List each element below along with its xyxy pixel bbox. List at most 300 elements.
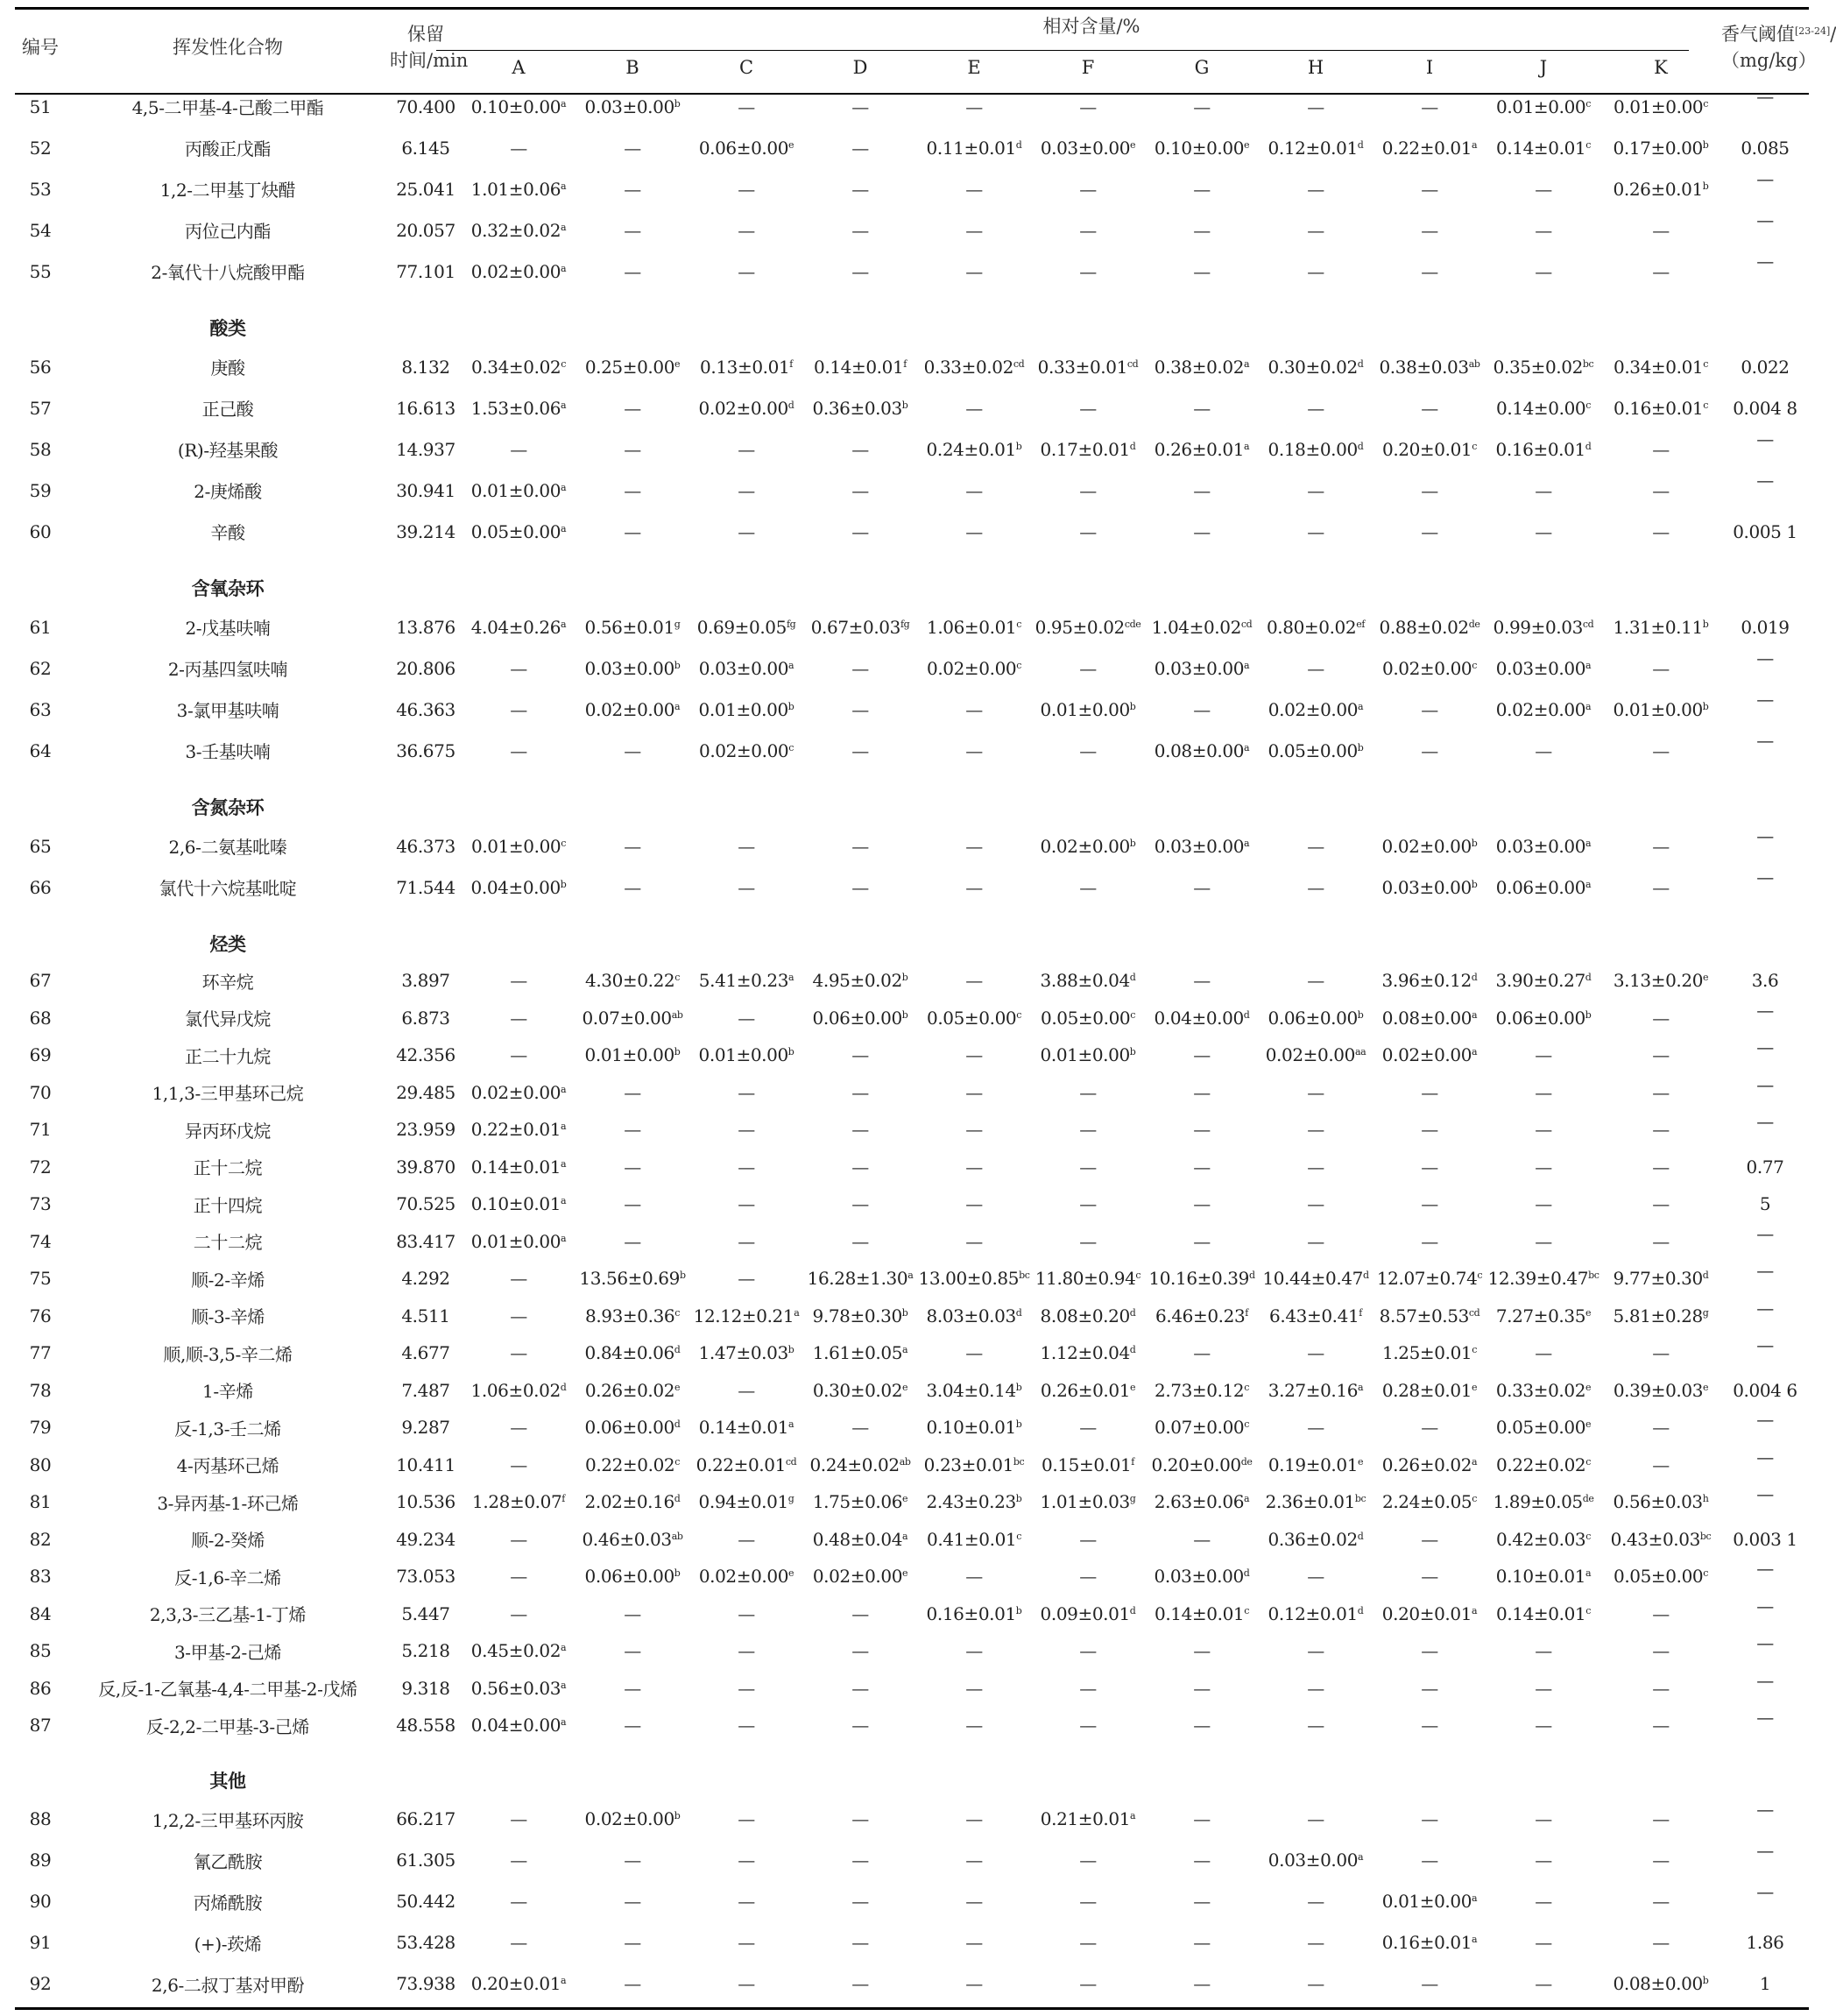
retention-time: 29.485 xyxy=(396,1081,455,1103)
cell-sample-k xyxy=(1600,1260,1721,1298)
significance-letter: ab xyxy=(1468,357,1480,370)
significance-letter: e xyxy=(788,138,794,151)
cell-value: — xyxy=(1193,1808,1211,1829)
cell-sample-e xyxy=(917,1521,1031,1559)
significance-letter: c xyxy=(1244,1381,1249,1393)
category-spacer xyxy=(1486,1744,1600,1799)
cell-value: 7.27±0.35 xyxy=(1495,1305,1586,1326)
cell-value: 0.14±0.01 xyxy=(1496,137,1586,159)
cell-value: 0.14±0.01 xyxy=(698,1417,789,1439)
cell-sample-j xyxy=(1486,1409,1600,1447)
retention-time: 61.305 xyxy=(396,1850,455,1871)
cell-sample-i xyxy=(1373,647,1486,689)
aroma-threshold: 0.005 1 xyxy=(1733,520,1797,542)
cell-sample-b xyxy=(576,1881,689,1922)
cell-value: — xyxy=(965,1808,983,1829)
cell-value: 0.02±0.00 xyxy=(698,1566,789,1588)
compound-name: 1-辛烯 xyxy=(202,1381,253,1403)
cell-value: — xyxy=(738,876,755,898)
cell-sample-b xyxy=(576,1111,689,1149)
cell-value: — xyxy=(510,1417,527,1439)
cell-sample-h xyxy=(1259,209,1373,251)
cell-sample-g xyxy=(1145,209,1259,251)
cell-value: — xyxy=(510,1342,527,1364)
cell-sample-b xyxy=(576,251,689,292)
cell-sample-k xyxy=(1600,346,1721,387)
cell-sample-i xyxy=(1373,1595,1486,1633)
cell-value: — xyxy=(965,219,983,241)
cell-sample-j xyxy=(1486,1521,1600,1559)
cell-sample-h xyxy=(1259,1840,1373,1881)
cell-sample-e xyxy=(917,1298,1031,1335)
cell-value: — xyxy=(624,1715,641,1737)
significance-letter: b xyxy=(787,700,794,712)
cell-value: 0.03±0.00 xyxy=(1154,835,1245,857)
cell-sample-a xyxy=(462,470,576,511)
significance-letter: d xyxy=(1362,1270,1369,1282)
cell-sample-i xyxy=(1373,387,1486,428)
cell-sample-b xyxy=(576,428,689,470)
retention-time: 3.897 xyxy=(401,970,450,992)
cell-value: — xyxy=(1079,1973,1097,1994)
cell-sample-k xyxy=(1600,1372,1721,1410)
aroma-threshold: — xyxy=(1756,1558,1774,1579)
cell-value: — xyxy=(1193,397,1211,419)
cell-value: — xyxy=(1652,657,1670,679)
cell-sample-c xyxy=(689,1963,803,2005)
cell-value: 0.03±0.00 xyxy=(1495,835,1586,857)
cell-sample-f xyxy=(1031,1632,1145,1670)
significance-letter: a xyxy=(1358,700,1364,712)
significance-letter: ab xyxy=(671,1530,683,1542)
cell-sample-g xyxy=(1145,1149,1259,1186)
category-spacer xyxy=(1145,771,1259,825)
cell-sample-a xyxy=(462,606,576,647)
category-spacer xyxy=(462,292,576,346)
row-number: 52 xyxy=(29,137,52,159)
cell-value: 0.05±0.00 xyxy=(927,1007,1017,1029)
significance-letter: d xyxy=(674,1344,681,1356)
row-number: 91 xyxy=(29,1932,52,1953)
cell-value: — xyxy=(1535,1156,1552,1178)
cell-value: — xyxy=(851,1602,869,1624)
cell-value: — xyxy=(1421,260,1438,282)
retention-time: 14.937 xyxy=(396,438,455,460)
cell-value: — xyxy=(1652,260,1670,282)
row-number: 76 xyxy=(29,1305,52,1326)
significance-letter: c xyxy=(1472,1344,1477,1356)
category-row xyxy=(15,1744,1809,1799)
cell-sample-h xyxy=(1259,606,1373,647)
significance-letter: b xyxy=(679,1270,686,1282)
significance-letter: b xyxy=(1015,1418,1022,1431)
cell-sample-d xyxy=(803,1521,917,1559)
significance-letter: d xyxy=(1129,1344,1136,1356)
cell-value: — xyxy=(1535,1640,1552,1662)
cell-sample-f xyxy=(1031,1000,1145,1037)
cell-value: 0.10±0.01 xyxy=(926,1417,1016,1439)
cell-sample-c xyxy=(689,867,803,908)
header-thr-slash: / xyxy=(1830,24,1836,45)
category-spacer xyxy=(462,552,576,606)
significance-letter: c xyxy=(674,1455,680,1468)
cell-value: — xyxy=(851,1156,869,1178)
category-spacer xyxy=(1373,908,1486,962)
cell-value: 0.05±0.00 xyxy=(1268,739,1358,761)
significance-letter: g xyxy=(1129,1493,1136,1505)
cell-value: — xyxy=(738,1808,755,1829)
cell-value: — xyxy=(1079,657,1097,679)
cell-value: — xyxy=(1421,1081,1438,1103)
cell-sample-e xyxy=(917,647,1031,689)
cell-sample-c xyxy=(689,1632,803,1670)
header-thr-ref: [23-24] xyxy=(1795,25,1831,37)
cell-value: 3.88±0.04 xyxy=(1040,970,1130,992)
compound-name: 氯代十六烷基吡啶 xyxy=(159,878,297,899)
cell-value: — xyxy=(1652,1602,1670,1624)
header-sample-f: F xyxy=(1081,57,1095,78)
cell-value: — xyxy=(1193,1044,1211,1066)
cell-sample-f xyxy=(1031,825,1145,867)
cell-value: 1.04±0.02 xyxy=(1151,616,1241,638)
cell-sample-e xyxy=(917,1483,1031,1521)
cell-value: — xyxy=(510,1891,527,1912)
significance-letter: a xyxy=(1130,1810,1136,1821)
cell-value: — xyxy=(1652,1081,1670,1103)
cell-value: — xyxy=(738,95,755,117)
cell-value: 0.12±0.01 xyxy=(1268,1602,1358,1624)
retention-time: 73.053 xyxy=(396,1566,455,1588)
cell-sample-i xyxy=(1373,1372,1486,1410)
category-spacer xyxy=(15,908,66,962)
cell-value: 0.33±0.02 xyxy=(1495,1379,1586,1401)
cell-value: — xyxy=(738,178,755,200)
cell-value: — xyxy=(624,438,641,460)
cell-sample-i xyxy=(1373,962,1486,1000)
significance-letter: d xyxy=(1129,1604,1136,1616)
cell-sample-i xyxy=(1373,168,1486,209)
cell-value: — xyxy=(1307,1891,1324,1912)
aroma-threshold: 0.003 1 xyxy=(1733,1528,1797,1550)
cell-sample-k xyxy=(1600,1223,1721,1261)
cell-sample-b xyxy=(576,1963,689,2005)
cell-value: — xyxy=(1193,698,1211,720)
cell-sample-k xyxy=(1600,1409,1721,1447)
cell-sample-c xyxy=(689,428,803,470)
significance-letter: f xyxy=(1131,1455,1134,1468)
cell-value: — xyxy=(851,1973,869,1994)
significance-letter: c xyxy=(1016,618,1021,630)
cell-value: 0.02±0.00 xyxy=(1265,1044,1355,1066)
cell-value: 0.26±0.01 xyxy=(1613,178,1703,200)
cell-value: — xyxy=(1652,1156,1670,1178)
cell-value: — xyxy=(738,1715,755,1737)
cell-sample-f xyxy=(1031,1111,1145,1149)
aroma-threshold: — xyxy=(1756,1036,1774,1058)
cell-sample-a xyxy=(462,1799,576,1840)
category-spacer xyxy=(1145,908,1259,962)
cell-sample-k xyxy=(1600,1707,1721,1744)
cell-value: — xyxy=(1421,1715,1438,1737)
cell-value: 0.35±0.02 xyxy=(1493,356,1583,378)
cell-sample-f xyxy=(1031,387,1145,428)
cell-sample-a xyxy=(462,825,576,867)
cell-sample-b xyxy=(576,1799,689,1840)
cell-sample-i xyxy=(1373,1447,1486,1484)
cell-value: 0.16±0.01 xyxy=(926,1602,1016,1624)
cell-value: — xyxy=(1535,1973,1552,1994)
retention-time: 23.959 xyxy=(396,1119,455,1141)
cell-sample-g xyxy=(1145,127,1259,168)
cell-value: 11.80±0.94 xyxy=(1035,1268,1136,1290)
cell-value: 0.24±0.01 xyxy=(926,438,1016,460)
cell-sample-a xyxy=(462,387,576,428)
cell-sample-k xyxy=(1600,127,1721,168)
row-number: 58 xyxy=(29,438,52,460)
cell-value: 2.73±0.12 xyxy=(1155,1379,1245,1401)
header-sample-d: D xyxy=(852,57,868,78)
compound-name: 顺-2-辛烯 xyxy=(191,1269,265,1291)
category-spacer xyxy=(1600,908,1721,962)
cell-sample-c xyxy=(689,1922,803,1963)
cell-sample-e xyxy=(917,346,1031,387)
cell-sample-d xyxy=(803,387,917,428)
compound-name: 3-甲基-2-己烯 xyxy=(173,1641,282,1663)
cell-value: — xyxy=(1421,1566,1438,1588)
significance-letter: a xyxy=(561,1195,567,1207)
cell-sample-g xyxy=(1145,1632,1259,1670)
cell-sample-f xyxy=(1031,1799,1145,1840)
cell-value: — xyxy=(851,876,869,898)
cell-sample-g xyxy=(1145,387,1259,428)
cell-sample-j xyxy=(1486,1670,1600,1708)
cell-sample-h xyxy=(1259,511,1373,552)
compound-name: 2-戊基呋喃 xyxy=(185,618,271,639)
cell-sample-k xyxy=(1600,962,1721,1000)
cell-sample-g xyxy=(1145,1185,1259,1223)
retention-time: 5.447 xyxy=(401,1602,450,1624)
cell-sample-h xyxy=(1259,86,1373,127)
cell-sample-g xyxy=(1145,606,1259,647)
cell-sample-d xyxy=(803,1223,917,1261)
category-spacer xyxy=(1031,908,1145,962)
cell-value: 0.26±0.01 xyxy=(1040,1379,1131,1401)
aroma-threshold: — xyxy=(1756,825,1774,846)
cell-sample-e xyxy=(917,606,1031,647)
significance-letter: bc xyxy=(1699,1530,1712,1542)
category-label: 酸类 xyxy=(209,317,246,339)
significance-letter: b xyxy=(1702,138,1709,151)
significance-letter: a xyxy=(788,1418,794,1431)
category-row xyxy=(15,908,1809,962)
cell-sample-i xyxy=(1373,730,1486,771)
cell-sample-h xyxy=(1259,1298,1373,1335)
cell-sample-c xyxy=(689,387,803,428)
cell-sample-a xyxy=(462,647,576,689)
cell-sample-d xyxy=(803,251,917,292)
cell-value: 0.22±0.02 xyxy=(1496,1454,1586,1475)
cell-value: — xyxy=(1535,1808,1552,1829)
cell-value: 0.02±0.00 xyxy=(1495,698,1586,720)
cell-value: 0.20±0.01 xyxy=(1382,438,1472,460)
retention-time: 4.511 xyxy=(401,1305,450,1326)
cell-value: — xyxy=(1421,1640,1438,1662)
cell-sample-c xyxy=(689,1521,803,1559)
compound-name: 异丙环戊烷 xyxy=(185,1120,271,1142)
significance-letter: e xyxy=(1585,1418,1592,1431)
cell-value: — xyxy=(1193,520,1211,542)
cell-sample-i xyxy=(1373,1840,1486,1881)
cell-value: — xyxy=(851,137,869,159)
cell-sample-i xyxy=(1373,1558,1486,1595)
cell-sample-g xyxy=(1145,1334,1259,1372)
cell-sample-b xyxy=(576,1372,689,1410)
compound-name: 反-1,6-辛二烯 xyxy=(174,1567,281,1588)
cell-sample-h xyxy=(1259,1558,1373,1595)
significance-letter: e xyxy=(1244,138,1250,151)
cell-value: 0.12±0.01 xyxy=(1268,137,1358,159)
cell-value: 3.13±0.20 xyxy=(1613,970,1704,992)
cell-sample-b xyxy=(576,127,689,168)
cell-sample-k xyxy=(1600,1670,1721,1708)
category-spacer xyxy=(462,908,576,962)
cell-value: — xyxy=(1421,1528,1438,1550)
row-number: 63 xyxy=(29,698,52,720)
cell-value: 3.90±0.27 xyxy=(1495,970,1585,992)
cell-sample-j xyxy=(1486,86,1600,127)
significance-letter: a xyxy=(561,481,567,493)
cell-value: — xyxy=(510,1602,527,1624)
category-spacer xyxy=(689,1744,803,1799)
cell-value: — xyxy=(1079,1891,1097,1912)
cell-sample-d xyxy=(803,209,917,251)
cell-sample-c xyxy=(689,606,803,647)
significance-letter: e xyxy=(1585,1381,1592,1393)
aroma-threshold: — xyxy=(1756,1446,1774,1468)
cell-value: — xyxy=(1079,178,1097,200)
cell-sample-a xyxy=(462,1149,576,1186)
row-number: 84 xyxy=(29,1602,52,1624)
row-number: 83 xyxy=(29,1566,52,1588)
cell-value: — xyxy=(1193,1156,1211,1178)
cell-sample-g xyxy=(1145,1840,1259,1881)
cell-sample-d xyxy=(803,867,917,908)
cell-sample-a xyxy=(462,1260,576,1298)
cell-value: — xyxy=(624,1891,641,1912)
cell-value: 0.48±0.04 xyxy=(812,1528,903,1550)
cell-value: — xyxy=(1421,520,1438,542)
cell-sample-d xyxy=(803,1409,917,1447)
aroma-threshold: 0.004 8 xyxy=(1733,397,1797,419)
cell-value: — xyxy=(1307,1193,1324,1215)
cell-value: — xyxy=(510,1044,527,1066)
cell-sample-k xyxy=(1600,1334,1721,1372)
cell-value: 0.10±0.00 xyxy=(470,95,561,117)
significance-letter: b xyxy=(1015,1381,1022,1393)
cell-value: — xyxy=(738,438,755,460)
header-sample-h: H xyxy=(1307,57,1324,78)
cell-sample-h xyxy=(1259,1223,1373,1261)
cell-value: — xyxy=(1535,1850,1552,1871)
cell-value: 0.36±0.02 xyxy=(1268,1528,1358,1550)
cell-value: — xyxy=(851,739,869,761)
cell-sample-j xyxy=(1486,1595,1600,1633)
cell-sample-a xyxy=(462,1111,576,1149)
cell-sample-i xyxy=(1373,606,1486,647)
cell-value: 0.08±0.00 xyxy=(1381,1007,1472,1029)
cell-value: — xyxy=(965,178,983,200)
cell-value: — xyxy=(1421,1230,1438,1252)
significance-letter: c xyxy=(1477,1270,1483,1282)
cell-value: — xyxy=(510,1850,527,1871)
cell-sample-k xyxy=(1600,1840,1721,1881)
cell-value: — xyxy=(1652,1193,1670,1215)
table-header xyxy=(15,7,1836,86)
cell-sample-f xyxy=(1031,1670,1145,1708)
cell-value: — xyxy=(1421,479,1438,501)
cell-value: — xyxy=(1307,876,1324,898)
significance-letter: e xyxy=(1130,1381,1136,1393)
cell-sample-b xyxy=(576,647,689,689)
header-thr-text: 香气阈值 xyxy=(1721,24,1795,45)
retention-time: 6.873 xyxy=(401,1007,450,1029)
category-spacer xyxy=(390,908,462,962)
cell-value: — xyxy=(1421,1677,1438,1699)
cell-value: 0.41±0.01 xyxy=(927,1528,1017,1550)
significance-letter: c xyxy=(1244,1604,1249,1616)
retention-time: 16.613 xyxy=(396,397,455,419)
cell-sample-d xyxy=(803,1963,917,2005)
cell-value: — xyxy=(965,1156,983,1178)
cell-sample-f xyxy=(1031,1521,1145,1559)
significance-letter: a xyxy=(561,221,567,233)
cell-value: — xyxy=(965,1081,983,1103)
cell-sample-a xyxy=(462,1298,576,1335)
table-row xyxy=(15,428,1809,470)
cell-sample-e xyxy=(917,168,1031,209)
cell-sample-j xyxy=(1486,251,1600,292)
table-row xyxy=(15,1223,1809,1261)
significance-letter: c xyxy=(1585,1604,1591,1616)
cell-value: 0.26±0.02 xyxy=(1381,1454,1472,1475)
cell-sample-f xyxy=(1031,1260,1145,1298)
cell-value: — xyxy=(965,95,983,117)
cell-value: 0.04±0.00 xyxy=(1154,1007,1244,1029)
cell-value: 0.02±0.00 xyxy=(584,1808,674,1829)
cell-sample-j xyxy=(1486,511,1600,552)
cell-sample-h xyxy=(1259,428,1373,470)
cell-value: — xyxy=(965,1973,983,1994)
cell-sample-k xyxy=(1600,1922,1721,1963)
cell-sample-i xyxy=(1373,1881,1486,1922)
cell-value: 0.38±0.03 xyxy=(1379,356,1469,378)
cell-value: — xyxy=(965,835,983,857)
cell-sample-j xyxy=(1486,867,1600,908)
cell-value: — xyxy=(965,970,983,992)
significance-letter: bc xyxy=(1013,1455,1025,1468)
cell-value: — xyxy=(624,876,641,898)
cell-sample-f xyxy=(1031,1036,1145,1074)
cell-value: — xyxy=(624,739,641,761)
category-spacer xyxy=(576,292,689,346)
significance-letter: ab xyxy=(671,1008,683,1021)
aroma-threshold: — xyxy=(1756,1222,1774,1244)
cell-sample-c xyxy=(689,1260,803,1298)
cell-sample-g xyxy=(1145,689,1259,730)
significance-letter: c xyxy=(1585,399,1591,411)
cell-value: 0.01±0.00 xyxy=(1381,1891,1472,1912)
cell-value: — xyxy=(965,260,983,282)
